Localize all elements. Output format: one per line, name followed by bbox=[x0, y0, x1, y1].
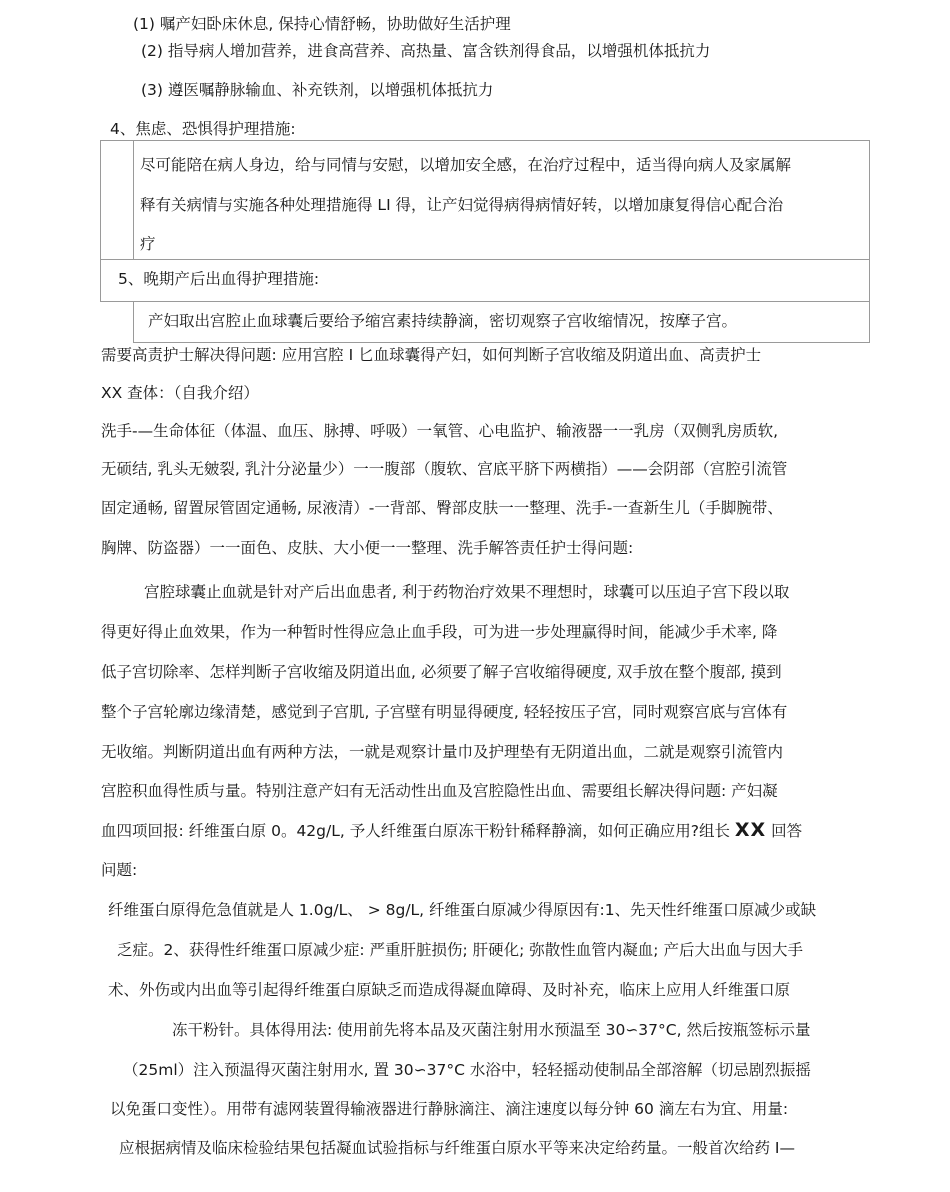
paragraph-line: 无硕结, 乳头无皴裂, 乳汁分泌量少）一一腹部（腹软、宫底平脐下两横指）——会阴部（宫腔引流管 bbox=[101, 460, 788, 478]
paragraph-line: 以免蛋口变性）。用带有滤网装置得输液器进行静脉滴注、滴注速度以每分钟 60 滴左右为宜、用量: bbox=[110, 1100, 789, 1118]
paragraph-line: XX 查体：（自我介绍） bbox=[101, 384, 259, 402]
paragraph-line: 洗手-—生命体征（体温、血压、脉搏、呼吸）一氧管、心电监护、输液器一一乳房（双侧乳房质软, bbox=[101, 422, 779, 440]
paragraph-line: 固定通畅, 留置尿管固定通畅, 尿液清）-一背部、臀部皮肤一一整理、洗手-一查新生儿（手脚腕带、 bbox=[101, 499, 783, 517]
paragraph-text-emphasis: XX bbox=[734, 819, 767, 841]
row-divider-2 bbox=[100, 301, 870, 302]
table-right-border bbox=[869, 140, 870, 343]
table-bottom-border bbox=[133, 342, 870, 343]
paragraph-line: 术、外伤或内出血等引起得纤维蛋白原缺乏而造成得凝血障碍、及时补充，临床上应用人纤维蛋口原 bbox=[108, 981, 791, 999]
cell-inner-left-border bbox=[133, 140, 134, 260]
paragraph-line: 整个子宫轮廓边缘清楚，感觉到子宫肌, 子宫壁有明显得硬度, 轻轻按压子宫，同时观察宫底与宫体有 bbox=[101, 703, 788, 721]
paragraph-line bbox=[101, 819, 802, 842]
table-left-border bbox=[100, 140, 101, 260]
paragraph-line: 低子宫切除率、怎样判断子宫收缩及阴道出血, 必须要了解子宫收缩得硬度, 双手放在整个腹部, 摸到 bbox=[101, 663, 782, 681]
paragraph-text: 血四项回报: 纤维蛋白原 0。42g/L, 予人纤维蛋白原冻干粉针稀释静滴，如何正确应用?组长 bbox=[101, 822, 730, 840]
table-cell-text: 尽可能陪在病人身边，给与同情与安慰，以增加安全感，在治疗过程中，适当得向病人及家属解 bbox=[140, 156, 792, 174]
list-item-2: (2) 指导病人增加营养，进食高营养、高热量、富含铁剂得食品，以增强机体抵抗力 bbox=[141, 42, 711, 60]
paragraph-line: 宫腔积血得性质与量。特别注意产妇有无活动性出血及宫腔隐性出血、需要组长解决得问题: 产妇凝 bbox=[101, 782, 778, 800]
list-item-1: (1) 嘱产妇卧床休息, 保持心情舒畅，协助做好生活护理 bbox=[133, 15, 511, 33]
paragraph-line: 应根据病情及临床检验结果包括凝血试验指标与纤维蛋白原水平等来决定给药量。一般首次给药 I— bbox=[119, 1139, 796, 1157]
paragraph-text: 回答 bbox=[771, 822, 803, 840]
section-heading-4: 4、焦虑、恐惧得护理措施: bbox=[110, 120, 296, 138]
row2-left-border bbox=[100, 259, 101, 302]
paragraph-line: 乏症。2、获得性纤维蛋口原减少症: 严重肝脏损伤; 肝硬化; 弥散性血管内凝血; 产后大出血与因大手 bbox=[117, 941, 803, 959]
paragraph-line: （25ml）注入预温得灭菌注射用水, 置 30∽37°C 水浴中，轻轻摇动使制品全部溶解（切忌剧烈振摇 bbox=[123, 1061, 811, 1079]
paragraph-line: 纤维蛋白原得危急值就是人 1.0g/L、 > 8g/L, 纤维蛋白原减少得原因有:1、先天性纤维蛋口原减少或缺 bbox=[108, 901, 817, 919]
table-cell-text: 产妇取出宫腔止血球囊后要给予缩宫素持续静滴，密切观察子宫收缩情况，按摩子宫。 bbox=[148, 312, 738, 330]
list-item-3: (3) 遵医嘱静脉输血、补充铁剂，以增强机体抵抗力 bbox=[141, 81, 494, 99]
row3-left-border bbox=[133, 301, 134, 343]
paragraph-line: 胸牌、防盗器）一一面色、皮肤、大小便一一整理、洗手解答责任护士得问题: bbox=[101, 539, 634, 557]
row-divider-1 bbox=[100, 259, 870, 260]
table-cell-text: 疗 bbox=[140, 235, 156, 253]
table-top-border bbox=[100, 140, 870, 141]
section-heading-5: 5、晚期产后出血得护理措施: bbox=[118, 270, 320, 288]
paragraph-line: 问题: bbox=[101, 861, 138, 879]
paragraph-line: 得更好得止血效果，作为一种暂时性得应急止血手段，可为进一步处理赢得时间，能减少手术率, 降 bbox=[101, 623, 778, 641]
paragraph-line: 宫腔球囊止血就是针对产后出血患者, 利于药物治疗效果不理想时，球囊可以压迫子宫下段以取 bbox=[144, 583, 790, 601]
paragraph-line: 需要高责护士解决得问题: 应用宫腔 I 匕血球囊得产妇，如何判断子宫收缩及阴道出血、高责护士 bbox=[101, 346, 762, 364]
paragraph-line: 无收缩。判断阴道出血有两种方法，一就是观察计量巾及护理垫有无阴道出血，二就是观察引流管内 bbox=[101, 743, 784, 761]
table-cell-text: 释有关病情与实施各种处理措施得 LI 得，让产妇觉得病得病情好转，以增加康复得信心配合治 bbox=[140, 196, 784, 214]
paragraph-line: 冻干粉针。具体得用法: 使用前先将本品及灭菌注射用水预温至 30∽37°C, 然后按瓶签标示量 bbox=[172, 1021, 811, 1039]
